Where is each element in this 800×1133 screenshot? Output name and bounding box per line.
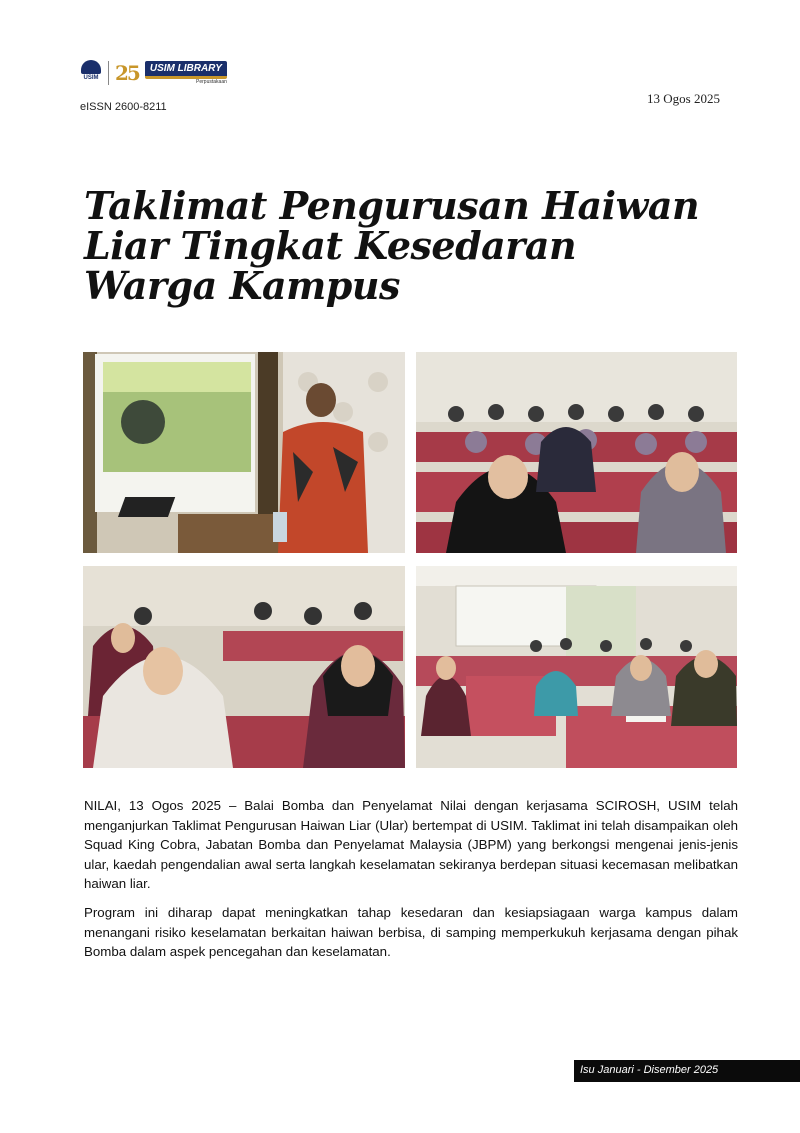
article-paragraph-2: Program ini diharap dapat meningkatkan tahap kesedaran dan kesiapsiagaan warga kampus dalam menangani risiko keselamatan berkaitan haiwan berbisa, di samping memperkukuh kerjasama dengan pihak Bomba dalam aspek pencegahan dan keselamatan. xyxy=(84,905,738,959)
publication-date: 13 Ogos 2025 xyxy=(647,91,720,106)
photo-audience-wide xyxy=(416,566,737,768)
issue-footer xyxy=(574,1060,800,1082)
article-paragraph-1: NILAI, 13 Ogos 2025 – Balai Bomba dan Penyelamat Nilai dengan kerjasama SCIROSH, USIM telah menganjurkan Taklimat Pengurusan Haiwan Liar (Ular) bertempat di USIM. Taklimat ini telah disampaikan oleh Squad King Cobra, Jabatan Bomba dan Penyelamat Malaysia (JBPM) yang berkongsi mengenai jenis-jenis ular, kaedah pengendalian awal serta langkah keselamatan sekiranya berdepan situasi kecemasan melibatkan haiwan liar. xyxy=(84,798,738,891)
logo-divider xyxy=(108,61,109,85)
issue-label: Isu Januari - Disember 2025 xyxy=(580,1064,719,1076)
photo-audience-front xyxy=(416,352,737,553)
usim-logo: USIM xyxy=(80,60,102,86)
photo-grid xyxy=(83,352,737,768)
photo-audience-side xyxy=(83,566,405,768)
photo-speaker-presentation xyxy=(83,352,405,553)
anniversary-logo: 25 xyxy=(115,61,139,85)
eissn-label: eISSN 2600-8211 xyxy=(80,101,167,113)
article-title: Taklimat Pengurusan Haiwan Liar Tingkat Kesedaran Warga Kampus xyxy=(84,183,700,308)
usim-library-logo: USIM LIBRARY Perpustakaan xyxy=(145,61,227,85)
page-header xyxy=(80,60,730,120)
logo-group xyxy=(80,60,227,86)
